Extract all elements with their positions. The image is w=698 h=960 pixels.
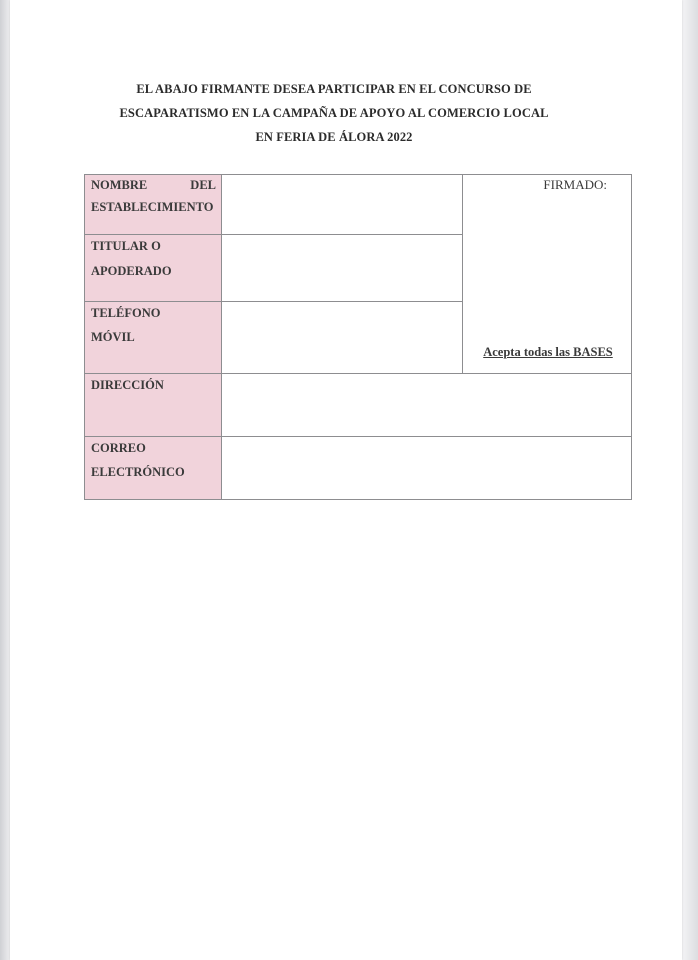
heading-line-2: ESCAPARATISMO EN LA CAMPAÑA DE APOYO AL COMERCIO LOCAL xyxy=(119,106,549,120)
establishment-label-line-2: ESTABLECIMIENTO xyxy=(91,200,214,214)
phone-label-line-1: TELÉFONO xyxy=(91,306,161,320)
phone-label-line-2: MÓVIL xyxy=(91,330,135,344)
address-label xyxy=(84,373,222,437)
accept-bases-label: Acepta todas las BASES xyxy=(483,345,613,359)
page-left-edge xyxy=(0,0,10,960)
mobile-phone-field[interactable] xyxy=(221,301,463,374)
owner-field[interactable] xyxy=(221,234,463,302)
signature-box[interactable] xyxy=(462,174,632,374)
establishment-label-word-2: DEL xyxy=(190,178,216,192)
establishment-name-label xyxy=(84,174,222,235)
address-label-text: DIRECCIÓN xyxy=(91,378,164,392)
signed-label: FIRMADO: xyxy=(543,177,607,192)
email-label-line-2: ELECTRÓNICO xyxy=(91,465,185,479)
page-right-edge xyxy=(682,0,698,960)
address-field[interactable] xyxy=(221,373,632,437)
registration-form-table xyxy=(84,174,632,500)
establishment-label-word-1: NOMBRE xyxy=(91,178,148,192)
form-heading xyxy=(60,77,608,149)
heading-line-3: EN FERIA DE ÁLORA 2022 xyxy=(255,130,413,144)
owner-label-line-1: TITULAR O xyxy=(91,239,161,253)
mobile-phone-label xyxy=(84,301,222,374)
owner-label-line-2: APODERADO xyxy=(91,264,172,278)
owner-label xyxy=(84,234,222,302)
establishment-name-field[interactable] xyxy=(221,174,463,235)
heading-line-1: EL ABAJO FIRMANTE DESEA PARTICIPAR EN EL CONCURSO DE xyxy=(136,82,532,96)
email-label xyxy=(84,436,222,500)
email-field[interactable] xyxy=(221,436,632,500)
email-label-line-1: CORREO xyxy=(91,441,146,455)
